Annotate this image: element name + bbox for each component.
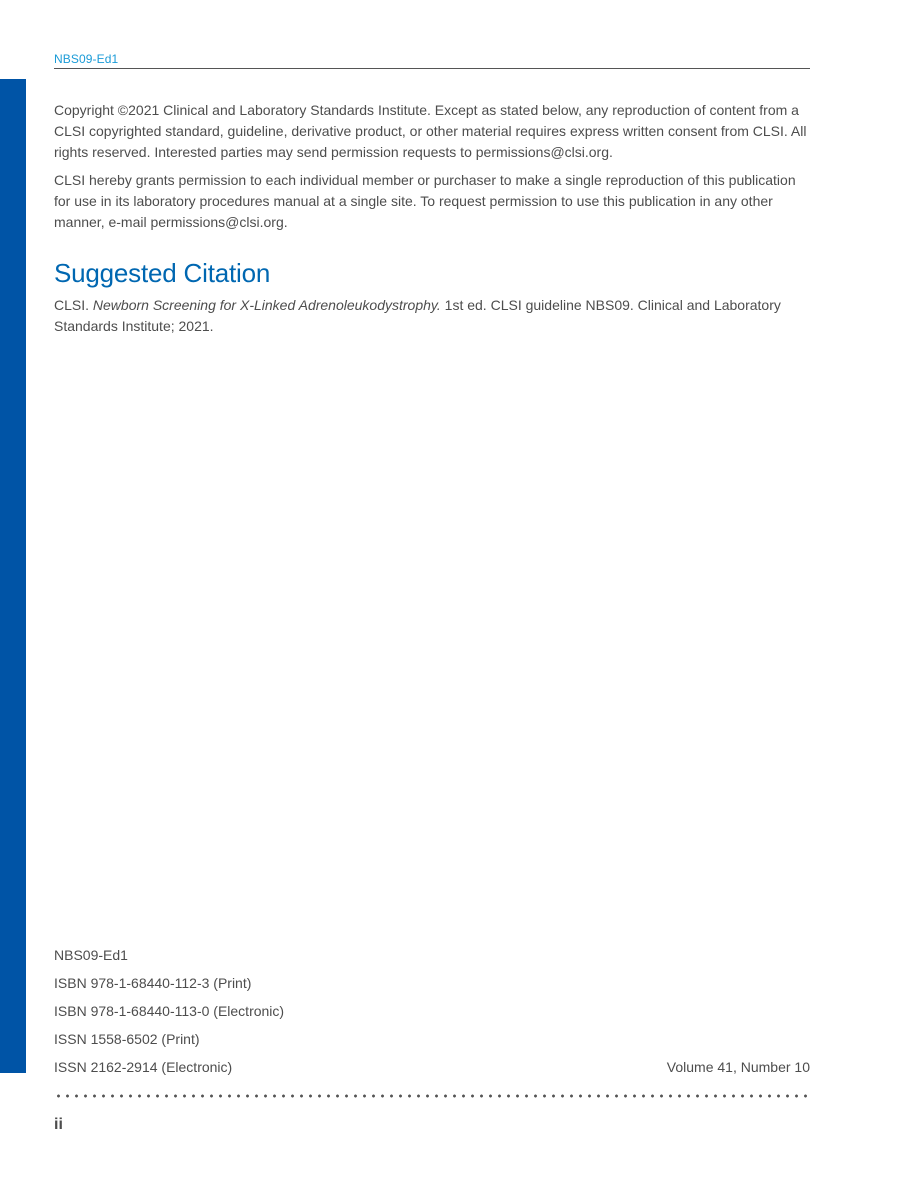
biblio-isbn-print: ISBN 978-1-68440-112-3 (Print) (54, 975, 252, 991)
permission-paragraph: CLSI hereby grants permission to each individual member or purchaser to make a single reproduction of this publication for use in its laboratory procedures manual at a single site. To request permission to use this publication in any other manner, e-mail permissions@clsi.org. (54, 172, 796, 230)
biblio-doc-code: NBS09-Ed1 (54, 947, 128, 963)
citation-prefix: CLSI. (54, 297, 93, 313)
running-header-doc-code: NBS09-Ed1 (54, 52, 119, 66)
suggested-citation-heading: Suggested Citation (54, 258, 271, 288)
biblio-issn-electronic: ISSN 2162-2914 (Electronic) (54, 1059, 233, 1075)
biblio-issn-print: ISSN 1558-6502 (Print) (54, 1031, 200, 1047)
citation-text (54, 295, 814, 337)
footer-dotted-rule (54, 1094, 812, 1098)
header-rule (54, 68, 810, 69)
volume-number: Volume 41, Number 10 (666, 1059, 810, 1075)
citation-suffix: 1st ed. CLSI guideline NBS09. Clinical and Laboratory Standards Institute; 2021. (54, 297, 781, 334)
copyright-paragraph: Copyright ©2021 Clinical and Laboratory Standards Institute. Except as stated below, any reproduction of content from a CLSI copyrighted standard, guideline, derivative product, or other material requires express written consent from CLSI. All rights reserved. Interested parties may send permission requests to permissions@clsi.org. (54, 102, 807, 160)
page-number: ii (54, 1116, 63, 1133)
bibliographic-info (54, 944, 284, 1084)
citation-title: Newborn Screening for X-Linked Adrenoleukodystrophy. (92, 297, 441, 313)
side-color-bar (0, 79, 26, 1073)
biblio-isbn-electronic: ISBN 978-1-68440-113-0 (Electronic) (54, 1003, 285, 1019)
